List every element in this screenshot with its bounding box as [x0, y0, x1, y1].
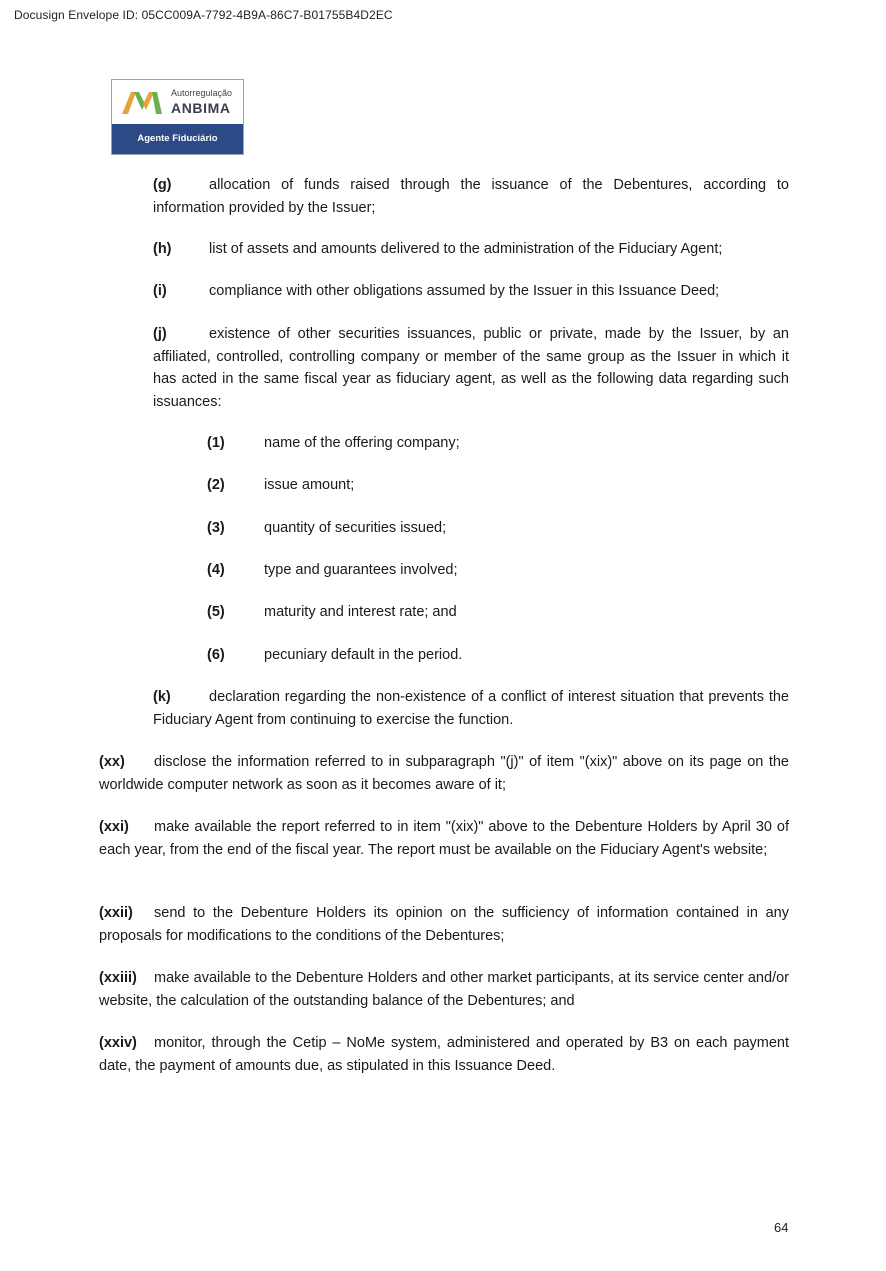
item-label: (i)	[153, 283, 167, 299]
item-text: maturity and interest rate; and	[264, 604, 457, 620]
subitem-5	[207, 601, 789, 624]
item-xxii	[99, 902, 789, 947]
anbima-mark-icon	[122, 90, 162, 116]
subitem-2	[207, 474, 789, 497]
item-xxi	[99, 816, 789, 861]
item-text: quantity of securities issued;	[264, 520, 447, 536]
item-text: make available the report referred to in item "(xix)" above to the Debenture Holders by April 30 of each year, from the end of the fiscal year. The report must be available on the Fiduciary Agent's website;	[99, 819, 789, 858]
item-label: (g)	[153, 177, 172, 193]
item-text: disclose the information referred to in subparagraph "(j)" of item "(xix)" above on its page on the worldwide computer network as soon as it becomes aware of it;	[99, 754, 789, 793]
item-text: pecuniary default in the period.	[264, 647, 463, 663]
item-label: (4)	[207, 562, 225, 578]
item-text: declaration regarding the non-existence of a conflict of interest situation that prevents the Fiduciary Agent from continuing to exercise the function.	[153, 689, 789, 728]
item-text: send to the Debenture Holders its opinion on the sufficiency of information contained in any proposals for modifications to the conditions of the Debentures;	[99, 905, 789, 944]
item-text: make available to the Debenture Holders and other market participants, at its service center and/or website, the calculation of the outstanding balance of the Debentures; and	[99, 970, 789, 1009]
item-label: (xxii)	[99, 905, 133, 921]
item-text: type and guarantees involved;	[264, 562, 458, 578]
item-label: (5)	[207, 604, 225, 620]
anbima-logo	[111, 79, 244, 155]
logo-subtitle: Autorregulação	[171, 88, 233, 98]
subitem-4	[207, 559, 789, 582]
item-label: (j)	[153, 326, 167, 342]
item-h	[153, 238, 789, 261]
item-text: issue amount;	[264, 477, 355, 493]
subitem-1	[207, 432, 789, 455]
envelope-id: Docusign Envelope ID: 05CC009A-7792-4B9A-86C7-B01755B4D2EC	[14, 8, 393, 22]
item-text: allocation of funds raised through the issuance of the Debentures, according to information provided by the Issuer;	[153, 177, 789, 216]
item-xx	[99, 751, 789, 796]
item-label: (xxiii)	[99, 970, 137, 986]
subitem-3	[207, 517, 789, 540]
page-number: 64	[774, 1220, 789, 1235]
item-label: (2)	[207, 477, 225, 493]
item-label: (h)	[153, 241, 172, 257]
logo-title: ANBIMA	[171, 100, 231, 116]
item-g	[153, 174, 789, 219]
item-xxiii	[99, 967, 789, 1012]
item-text: compliance with other obligations assumed by the Issuer in this Issuance Deed;	[209, 283, 720, 299]
item-label: (k)	[153, 689, 171, 705]
item-text: name of the offering company;	[264, 435, 460, 451]
item-i	[153, 280, 789, 303]
item-label: (3)	[207, 520, 225, 536]
item-text: monitor, through the Cetip – NoMe system, administered and operated by B3 on each payment date, the payment of amounts due, as stipulated in this Issuance Deed.	[99, 1035, 789, 1074]
item-xxiv	[99, 1032, 789, 1077]
item-text: list of assets and amounts delivered to the administration of the Fiduciary Agent;	[209, 241, 723, 257]
item-label: (xxi)	[99, 819, 129, 835]
item-label: (1)	[207, 435, 225, 451]
item-k	[153, 686, 789, 731]
logo-band: Agente Fiduciário	[112, 124, 243, 154]
item-label: (6)	[207, 647, 225, 663]
item-label: (xx)	[99, 754, 125, 770]
item-label: (xxiv)	[99, 1035, 137, 1051]
subitem-6	[207, 644, 789, 667]
item-text: existence of other securities issuances, public or private, made by the Issuer, by an affiliated, controlled, controlling company or member of the same group as the Issuer in which it has acted in the same fiscal year as fiduciary agent, as well as the following data regarding such issuances:	[153, 326, 789, 410]
item-j	[153, 323, 789, 413]
